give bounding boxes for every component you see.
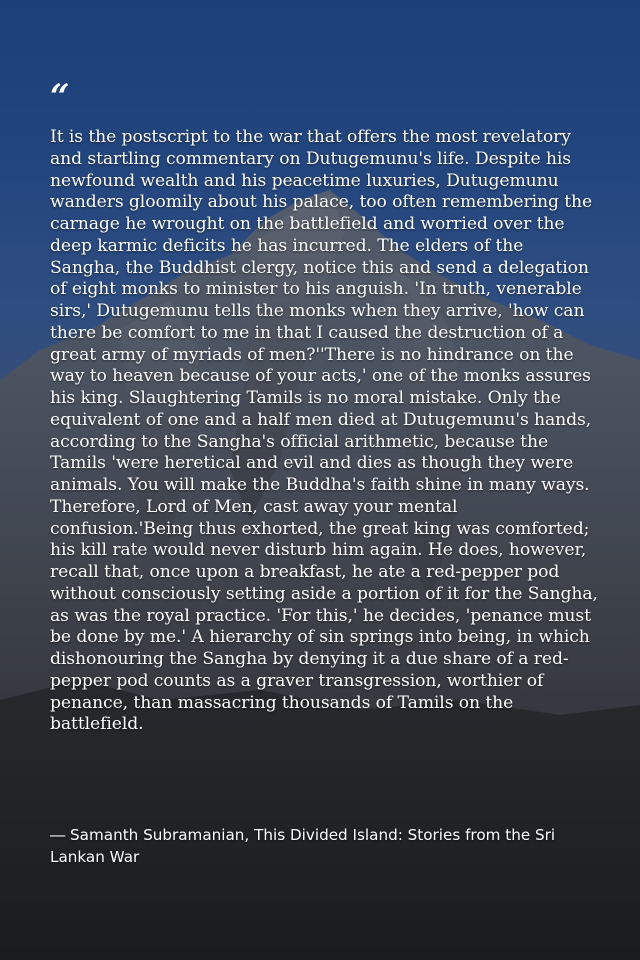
quote-text: It is the postscript to the war that offers the most revelatory and startling commentary on Dutugemunu's life. Despite his newfound wealth and his peacetime luxuries, Dutugemunu wanders gloomily about his palace, too often remembering the carnage he wrought on the battlefield and worried over the deep karmic deficits he has incurred. The elders of the Sangha, the Buddhist clergy, notice this and send a delegation of eight monks to minister to his anguish. 'In truth, venerable sirs,' Dutugemunu tells the monks when they arrive, 'how can there be comfort to me in that I caused the destruction of a great army of myriads of men?''There is no hindrance on the way to heaven because of your acts,' one of the monks assures his king. Slaughtering Tamils is no moral mistake. Only the equivalent of one and a half men died at Dutugemunu's hands, according to the Sangha's official arithmetic, because the Tamils 'were heretical and evil and dies as though they were animals. You will make the Buddha's faith shine in many ways. Therefore, Lord of Men, cast away your mental confusion.'Being thus exhorted, the great king was comforted; his kill rate would never disturb him again. He does, however, recall that, once upon a breakfast, he ate a red-pepper pod without consciously setting aside a portion of it for the Sangha, as was the royal practice. 'For this,' he decides, 'penance must be done by me.' A hierarchy of sin springs into being, in which dishonouring the Sangha by denying it a due share of a red-pepper pod counts as a graver transgression, worthier of penance, than massacring thousands of Tamils on the battlefield. [50,127,598,735]
quote-attribution: ― Samanth Subramanian, This Divided Island: Stories from the Sri Lankan War [50,826,556,866]
quotation-mark-icon: “ [50,77,70,117]
